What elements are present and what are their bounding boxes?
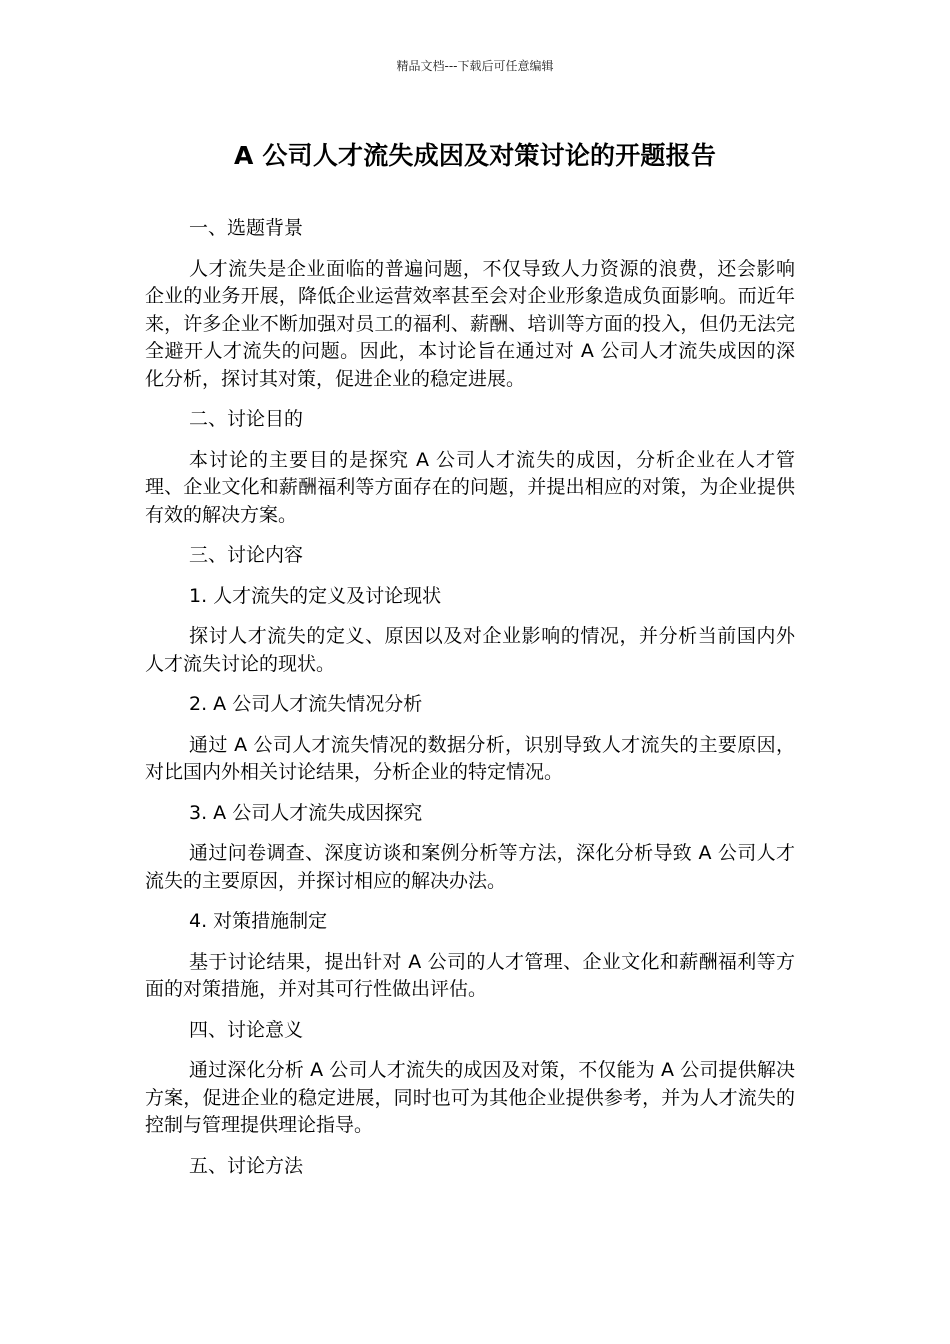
page-header-note: 精品文档---下载后可任意编辑: [396, 59, 554, 73]
paragraph-background: 人才流失是企业面临的普遍问题，不仅导致人力资源的浪费，还会影响企业的业务开展，降低企业运营效率甚至会对企业形象造成负面影响。而近年来，许多企业不断加强对员工的福利、薪酬、培训等方面的投入，但仍无法完全避开人才流失的问题。因此，本讨论旨在通过对 A 公司人才流失成因的深化分析，探讨其对策，促进企业的稳定进展。: [145, 257, 795, 390]
section-heading-method: 五、讨论方法: [189, 1154, 304, 1177]
paragraph-definition: 探讨人才流失的定义、原因以及对企业影响的情况，并分析当前国内外人才流失讨论的现状。: [145, 625, 795, 675]
section-heading-purpose: 二、讨论目的: [189, 408, 304, 430]
paragraph-significance: 通过深化分析 A 公司人才流失的成因及对策，不仅能为 A 公司提供解决方案，促进企业的稳定进展，同时也可为其他企业提供参考，并为人才流失的控制与管理提供理论指导。: [145, 1059, 795, 1136]
subheading-definition: 1. 人才流失的定义及讨论现状: [189, 584, 442, 607]
paragraph-situation-analysis: 通过 A 公司人才流失情况的数据分析，识别导致人才流失的主要原因，对比国内外相关讨论结果，分析企业的特定情况。: [145, 733, 795, 783]
section-heading-background: 一、选题背景: [189, 217, 304, 239]
section-heading-significance: 四、讨论意义: [189, 1018, 304, 1041]
section-heading-content: 三、讨论内容: [189, 544, 304, 566]
subheading-cause-exploration: 3. A 公司人才流失成因探究: [189, 801, 423, 824]
document-body: [145, 215, 795, 1193]
document-title: A 公司人才流失成因及对策讨论的开题报告: [233, 141, 717, 170]
paragraph-cause-exploration: 通过问卷调查、深度访谈和案例分析等方法，深化分析导致 A 公司人才流失的主要原因，并探讨相应的解决办法。: [145, 842, 795, 892]
paragraph-purpose: 本讨论的主要目的是探究 A 公司人才流失的成因，分析企业在人才管理、企业文化和薪酬福利等方面存在的问题，并提出相应的对策，为企业提供有效的解决方案。: [145, 448, 795, 526]
subheading-countermeasures: 4. 对策措施制定: [189, 910, 328, 932]
paragraph-countermeasures: 基于讨论结果，提出针对 A 公司的人才管理、企业文化和薪酬福利等方面的对策措施，并对其可行性做出评估。: [145, 950, 795, 1000]
subheading-situation-analysis: 2. A 公司人才流失情况分析: [189, 693, 423, 715]
